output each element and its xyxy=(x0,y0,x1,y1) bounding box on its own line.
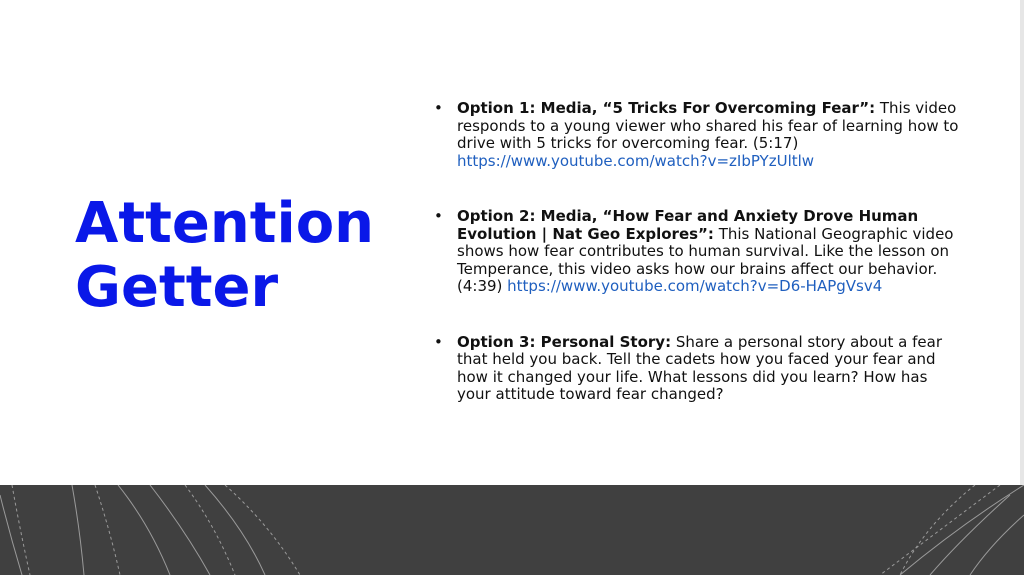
option-1-body: This video responds to a young viewer who shared his fear of learning how to drive with 5 tricks for overcoming fear. (5:17) xyxy=(457,99,959,152)
slide-edge xyxy=(1020,0,1024,485)
option-2 xyxy=(432,208,962,296)
option-1 xyxy=(432,100,962,170)
option-3-heading: Option 3: Personal Story: xyxy=(457,332,672,351)
title-line-2: Getter xyxy=(75,255,279,320)
title-line-1: Attention xyxy=(75,191,375,256)
option-2-heading: Option 2: Media, “How Fear and Anxiety Drove Human Evolution | Nat Geo Explores”: xyxy=(457,207,919,243)
option-3-body: Share a personal story about a fear that held you back. Tell the cadets how you faced your fear and how it changed your life. What lessons did you learn? How has your attitude toward fear changed? xyxy=(457,332,942,403)
bullet-dot-icon: • xyxy=(434,207,443,225)
option-3 xyxy=(432,334,962,404)
option-1-link[interactable]: https://www.youtube.com/watch?v=zIbPYzUltlw xyxy=(457,151,815,170)
options-list xyxy=(432,100,962,404)
bullet-dot-icon: • xyxy=(434,99,443,117)
option-1-heading: Option 1: Media, “5 Tricks For Overcoming Fear”: xyxy=(457,99,876,117)
footer-band xyxy=(0,485,1024,575)
option-2-body: This National Geographic video shows how fear contributes to human survival. Like the lesson on Temperance, this video asks how our brains affect our behavior. (4:39) xyxy=(457,224,954,295)
bullet-dot-icon: • xyxy=(434,332,443,351)
option-2-link[interactable]: https://www.youtube.com/watch?v=D6-HAPgVsv4 xyxy=(507,277,883,295)
slide-title xyxy=(75,192,395,320)
decorative-curves-icon xyxy=(0,485,1024,575)
